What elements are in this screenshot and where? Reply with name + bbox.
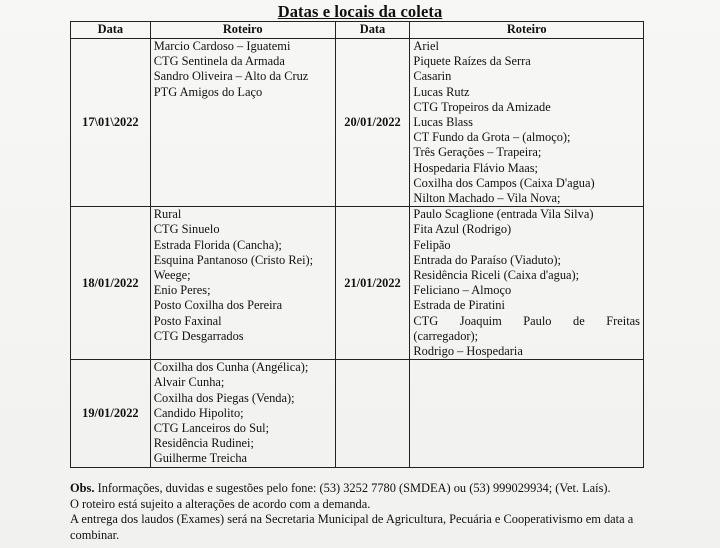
route-stop: Coxilha dos Piegas (Venda); [153,390,295,405]
route-stop: CTG Desgarrados [153,328,244,343]
route-stop: Guilherme Treicha [153,451,248,466]
header-date-left: Data [71,22,151,39]
route-stop: Casarin [413,69,452,84]
route-stop: Coxilha dos Campos (Caixa D'agua) [413,175,595,190]
route-stop: Entrada do Paraíso (Viaduto); [413,252,561,267]
route-stop: Marcio Cardoso – Iguatemi [153,39,291,53]
notes-section [70,481,655,543]
notes-line-3: A entrega dos laudos (Exames) será na Secretaria Municipal de Agricultura, Pecuária e Cooperativismo em data a combinar. [70,512,634,542]
table-row [71,207,644,360]
route-stop: Nilton Machado – Vila Nova; [413,191,561,206]
table-row [71,360,644,467]
route-stop: Feliciano – Almoço [413,283,512,298]
route-stop: Ariel [413,39,439,53]
route-stop: Rural [153,207,182,222]
notes-contact-text: Informações, duvidas e sugestões pelo fone: (53) 3252 7780 (SMDEA) ou (53) 999029934; (Vet. Laís). [97,481,611,495]
route-stop: Enio Peres; [153,283,211,298]
route-stop: Três Gerações – Trapeira; [413,145,542,160]
header-route-left: Roteiro [150,22,335,39]
date-cell: 19/01/2022 [71,360,151,467]
route-stop: PTG Amigos do Laço [153,84,263,99]
date-cell: 20/01/2022 [335,39,410,207]
header-date-right: Data [335,22,410,39]
route-cell [410,39,644,207]
route-cell [150,39,335,207]
notes-line-2: O roteiro está sujeito a alterações de acordo com a demanda. [70,496,371,511]
route-stop: Residência Rudinei; [153,436,254,451]
route-stop: Paulo Scaglione (entrada Vila Silva) [413,207,594,222]
date-cell-empty [335,360,410,467]
date-cell: 17\01\2022 [71,39,151,207]
route-stop: Candido Hipolito; [153,405,244,420]
route-stop: CT Fundo da Grota – (almoço); [413,130,571,145]
schedule-table [70,21,644,468]
notes-label: Obs. [70,481,95,495]
route-stop: Esquina Pantanoso (Cristo Rei); [153,252,314,267]
route-stop: Coxilha dos Cunha (Angélica); [153,360,309,375]
route-stop: Hospedaria Flávio Maas; [413,160,538,175]
table-header-row [71,22,644,39]
route-stop: Felipão [413,237,451,252]
route-cell [410,207,644,360]
date-cell: 18/01/2022 [71,207,151,360]
route-cell-empty [410,360,644,467]
route-stop: Sandro Oliveira – Alto da Cruz [153,69,309,84]
route-stop: CTG Lanceiros do Sul; [153,421,270,436]
route-stop: Posto Coxilha dos Pereira [153,298,283,313]
date-cell: 21/01/2022 [335,207,410,360]
route-cell [150,360,335,467]
route-stop: (carregador); [413,328,479,343]
document-title: Datas e locais da coleta [277,2,443,21]
route-stop: Piquete Raízes da Serra [413,54,531,69]
route-stop: CTG Joaquim Paulo de Freitas [413,313,640,328]
header-route-right: Roteiro [410,22,644,39]
route-cell [150,207,335,360]
route-stop: Lucas Blass [413,115,473,130]
route-stop: Fita Azul (Rodrigo) [413,222,512,237]
route-stop: Estrada Florida (Cancha); [153,237,282,252]
route-stop: Estrada de Piratini [413,298,505,313]
route-stop: Rodrigo – Hospedaria [413,344,523,359]
route-stop: Lucas Rutz [413,84,470,99]
route-stop: Alvair Cunha; [153,375,225,390]
route-stop: Posto Faxinal [153,313,222,328]
route-stop: CTG Tropeiros da Amizade [413,99,551,114]
route-stop: Weege; [153,268,191,283]
route-stop: CTG Sentinela da Armada [153,54,285,69]
route-stop: CTG Sinuelo [153,222,220,237]
route-stop: Residência Riceli (Caixa d'agua); [413,268,580,283]
table-row [71,39,644,207]
notes-line-1 [70,481,655,497]
